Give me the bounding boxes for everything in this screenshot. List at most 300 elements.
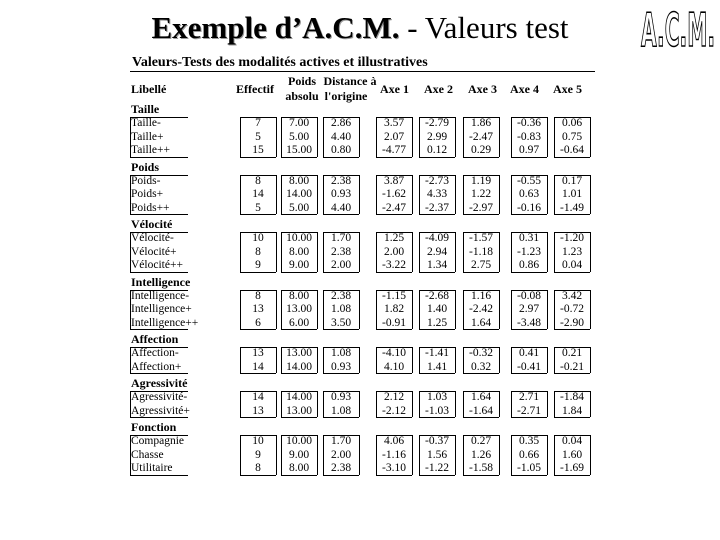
header-effectif: Effectif	[236, 82, 274, 96]
axe-3-cell: -2.47	[469, 130, 493, 143]
value-box-left	[323, 175, 324, 215]
value-box-right	[455, 117, 456, 157]
row-label: Intelligence+	[131, 303, 192, 315]
table-row	[0, 246, 720, 259]
value-box-left	[419, 175, 420, 215]
axe-5-cell: 0.06	[561, 117, 583, 129]
axe-1-cell: -2.47	[382, 201, 406, 214]
header-poids-2: absolu	[285, 89, 319, 103]
effectif-cell: 13	[252, 303, 264, 315]
poids-cell: 14.00	[286, 188, 312, 200]
value-box-left	[463, 347, 464, 373]
value-box-top	[240, 347, 276, 348]
value-box-bottom	[419, 157, 455, 158]
value-box-top	[323, 290, 359, 291]
value-box-top	[419, 435, 455, 436]
value-box-bottom	[463, 329, 499, 330]
value-box-bottom	[419, 329, 455, 330]
value-box-top	[281, 117, 317, 118]
effectif-cell: 5	[255, 130, 261, 143]
value-box-top	[463, 117, 499, 118]
distance-cell: 0.93	[330, 188, 352, 200]
value-box-left	[281, 117, 282, 157]
header-axe-5: Axe 5	[553, 82, 582, 96]
axe-3-cell: -1.57	[469, 232, 493, 244]
value-box-right	[276, 435, 277, 475]
value-box-bottom	[511, 417, 547, 418]
label-box-bottom	[130, 214, 188, 215]
value-box-top	[554, 175, 590, 176]
table-row	[0, 303, 720, 316]
label-box-bottom	[130, 272, 188, 273]
value-box-bottom	[376, 373, 412, 374]
value-box-bottom	[323, 329, 359, 330]
label-box-top	[130, 347, 188, 348]
value-box-right	[359, 391, 360, 417]
axe-4-cell: 2.71	[518, 391, 540, 403]
value-box-right	[499, 117, 500, 157]
axe-4-cell: -2.71	[517, 404, 541, 417]
axe-4-cell: 2.97	[518, 303, 540, 315]
effectif-cell: 7	[255, 117, 261, 129]
axe-2-cell: -1.41	[425, 347, 449, 359]
axe-3-cell: -0.32	[469, 347, 493, 359]
label-box-top	[130, 290, 188, 291]
row-label: Vélocité+	[131, 245, 177, 258]
table-row	[0, 361, 720, 374]
value-box-left	[240, 435, 241, 475]
value-box-right	[455, 347, 456, 373]
poids-cell: 10.00	[286, 232, 312, 244]
value-box-bottom	[240, 157, 276, 158]
value-box-bottom	[463, 214, 499, 215]
value-box-right	[359, 232, 360, 272]
axe-1-cell: -4.77	[382, 144, 406, 156]
value-box-top	[419, 232, 455, 233]
value-box-left	[323, 435, 324, 475]
axe-2-cell: -0.37	[425, 435, 449, 447]
value-box-top	[511, 117, 547, 118]
value-box-top	[281, 232, 317, 233]
value-box-bottom	[281, 157, 317, 158]
table-row	[0, 449, 720, 462]
table-subtitle: Valeurs-Tests des modalités actives et illustratives	[132, 55, 428, 70]
value-box-bottom	[554, 272, 590, 273]
distance-cell: 2.38	[330, 245, 352, 258]
distance-cell: 1.08	[330, 303, 352, 315]
value-box-top	[240, 117, 276, 118]
poids-cell: 5.00	[288, 130, 310, 143]
value-box-bottom	[240, 475, 276, 476]
axe-4-cell: 0.31	[518, 232, 540, 244]
value-box-top	[240, 175, 276, 176]
value-box-left	[281, 290, 282, 330]
value-box-left	[554, 391, 555, 417]
header-poids-1: Poids	[287, 74, 316, 88]
value-box-left	[463, 232, 464, 272]
poids-cell: 8.00	[288, 462, 310, 474]
value-box-top	[323, 435, 359, 436]
poids-cell: 14.00	[286, 360, 312, 373]
value-box-left	[240, 290, 241, 330]
header-distance-1: Distance à	[323, 74, 377, 88]
value-box-bottom	[323, 417, 359, 418]
value-box-bottom	[323, 475, 359, 476]
axe-5-cell: -0.64	[560, 144, 584, 156]
axe-5-cell: -1.69	[560, 462, 584, 474]
axe-5-cell: 1.60	[561, 448, 583, 461]
table-row	[0, 144, 720, 157]
value-box-bottom	[376, 475, 412, 476]
axe-1-cell: -1.62	[382, 188, 406, 200]
effectif-cell: 13	[252, 404, 264, 417]
value-box-top	[323, 391, 359, 392]
axe-3-cell: 1.86	[470, 117, 492, 129]
effectif-cell: 8	[255, 174, 261, 187]
value-box-left	[323, 232, 324, 272]
value-box-left	[281, 175, 282, 215]
axe-1-cell: -1.15	[382, 289, 406, 302]
value-box-right	[276, 391, 277, 417]
table-row	[0, 317, 720, 330]
distance-cell: 2.38	[330, 462, 352, 474]
value-box-right	[317, 117, 318, 157]
poids-cell: 6.00	[288, 316, 310, 329]
table-row	[0, 131, 720, 144]
value-box-bottom	[511, 373, 547, 374]
value-box-bottom	[463, 475, 499, 476]
label-box-bottom	[130, 417, 188, 418]
row-label: Compagnie	[131, 435, 185, 447]
value-box-top	[281, 175, 317, 176]
value-box-left	[240, 391, 241, 417]
value-box-top	[376, 117, 412, 118]
axe-3-cell: 1.16	[470, 289, 492, 302]
value-box-top	[376, 347, 412, 348]
label-box-top	[130, 391, 188, 392]
label-box-left	[130, 290, 131, 330]
axe-1-cell: 4.10	[383, 360, 405, 373]
value-box-top	[554, 117, 590, 118]
value-box-bottom	[554, 373, 590, 374]
value-box-right	[590, 290, 591, 330]
value-box-bottom	[376, 214, 412, 215]
value-box-top	[376, 391, 412, 392]
acm-logo	[640, 2, 716, 52]
value-box-bottom	[554, 214, 590, 215]
value-box-right	[547, 290, 548, 330]
value-box-bottom	[323, 214, 359, 215]
value-box-left	[376, 232, 377, 272]
axe-1-cell: 2.00	[383, 245, 405, 258]
value-box-right	[359, 347, 360, 373]
axe-2-cell: 1.34	[426, 259, 448, 271]
value-box-right	[317, 347, 318, 373]
row-label: Taille+	[131, 130, 164, 143]
value-box-left	[554, 290, 555, 330]
axe-5-cell: 0.21	[561, 347, 583, 359]
distance-cell: 0.93	[330, 391, 352, 403]
axe-1-cell: -3.22	[382, 259, 406, 271]
value-box-top	[419, 175, 455, 176]
value-box-top	[463, 232, 499, 233]
label-box-left	[130, 391, 131, 417]
row-label: Intelligence-	[131, 289, 190, 302]
label-box-top	[130, 175, 188, 176]
label-box-bottom	[130, 373, 188, 374]
poids-cell: 8.00	[288, 245, 310, 258]
group-label-agressivité: Agressivité	[131, 376, 188, 390]
axe-2-cell: 1.41	[426, 360, 448, 373]
group-label-taille: Taille	[131, 102, 160, 116]
value-box-left	[419, 391, 420, 417]
poids-cell: 9.00	[288, 448, 310, 461]
value-box-top	[554, 232, 590, 233]
axe-4-cell: 0.63	[518, 188, 540, 200]
effectif-cell: 8	[255, 245, 261, 258]
value-box-top	[376, 290, 412, 291]
value-box-top	[511, 391, 547, 392]
title-bold: Exemple d’A.C.M.	[151, 10, 400, 45]
value-box-left	[463, 117, 464, 157]
axe-3-cell: 1.64	[470, 391, 492, 403]
value-box-right	[317, 175, 318, 215]
value-box-top	[419, 117, 455, 118]
table-row	[0, 462, 720, 475]
value-box-right	[455, 175, 456, 215]
value-box-left	[511, 391, 512, 417]
poids-cell: 15.00	[286, 144, 312, 156]
label-box-left	[130, 175, 131, 215]
value-box-bottom	[554, 329, 590, 330]
axe-5-cell: 3.42	[561, 289, 583, 302]
effectif-cell: 10	[252, 232, 264, 244]
effectif-cell: 8	[255, 462, 261, 474]
value-box-bottom	[463, 157, 499, 158]
value-box-left	[419, 435, 420, 475]
value-box-left	[511, 347, 512, 373]
distance-cell: 2.38	[330, 289, 352, 302]
value-box-right	[547, 232, 548, 272]
axe-5-cell: -0.21	[560, 360, 584, 373]
row-label: Affection-	[131, 347, 179, 359]
value-box-right	[412, 347, 413, 373]
axe-1-cell: 3.87	[383, 174, 405, 187]
axe-3-cell: 0.32	[470, 360, 492, 373]
value-box-right	[590, 391, 591, 417]
value-box-right	[499, 290, 500, 330]
value-box-right	[359, 290, 360, 330]
axe-3-cell: 1.64	[470, 316, 492, 329]
value-box-left	[419, 290, 420, 330]
axe-2-cell: 0.12	[426, 144, 448, 156]
value-box-right	[412, 391, 413, 417]
value-box-left	[554, 347, 555, 373]
value-box-left	[281, 435, 282, 475]
row-label: Chasse	[131, 448, 164, 461]
value-box-right	[412, 435, 413, 475]
value-box-top	[511, 290, 547, 291]
distance-cell: 1.08	[330, 347, 352, 359]
value-box-top	[554, 290, 590, 291]
value-box-left	[281, 347, 282, 373]
value-box-bottom	[376, 157, 412, 158]
axe-5-cell: -2.90	[560, 316, 584, 329]
value-box-right	[276, 347, 277, 373]
title-rest: Valeurs test	[424, 10, 569, 45]
value-box-top	[376, 435, 412, 436]
value-box-bottom	[419, 272, 455, 273]
label-box-left	[130, 232, 131, 272]
value-box-right	[276, 117, 277, 157]
header-libelle: Libellé	[131, 82, 167, 96]
poids-cell: 9.00	[288, 259, 310, 271]
axe-1-cell: 1.25	[383, 232, 405, 244]
axe-2-cell: 4.33	[426, 188, 448, 200]
axe-2-cell: 2.94	[426, 245, 448, 258]
distance-cell: 2.38	[330, 174, 352, 187]
poids-cell: 14.00	[286, 391, 312, 403]
value-box-top	[463, 347, 499, 348]
value-box-right	[547, 435, 548, 475]
axe-2-cell: 1.56	[426, 448, 448, 461]
value-box-left	[240, 175, 241, 215]
value-box-right	[455, 290, 456, 330]
axe-2-cell: -2.73	[425, 174, 449, 187]
value-box-left	[419, 117, 420, 157]
axe-2-cell: -1.22	[425, 462, 449, 474]
axe-3-cell: -1.64	[469, 404, 493, 417]
value-box-top	[376, 232, 412, 233]
axe-5-cell: -0.72	[560, 303, 584, 315]
axe-3-cell: 1.26	[470, 448, 492, 461]
axe-3-cell: -1.18	[469, 245, 493, 258]
axe-2-cell: 1.40	[426, 303, 448, 315]
axe-1-cell: -2.12	[382, 404, 406, 417]
axe-2-cell: -2.68	[425, 289, 449, 302]
distance-cell: 1.70	[330, 435, 352, 447]
value-box-left	[376, 117, 377, 157]
value-box-right	[547, 391, 548, 417]
header-axe-4: Axe 4	[510, 82, 539, 96]
axe-2-cell: 2.99	[426, 130, 448, 143]
value-box-left	[463, 391, 464, 417]
row-label: Taille++	[131, 144, 170, 156]
axe-1-cell: 2.07	[383, 130, 405, 143]
axe-5-cell: 0.75	[561, 130, 583, 143]
value-box-left	[323, 117, 324, 157]
distance-cell: 2.86	[330, 117, 352, 129]
label-box-top	[130, 232, 188, 233]
poids-cell: 8.00	[288, 289, 310, 302]
value-box-top	[376, 175, 412, 176]
value-box-bottom	[281, 272, 317, 273]
poids-cell: 13.00	[286, 303, 312, 315]
value-box-left	[323, 347, 324, 373]
value-box-top	[463, 175, 499, 176]
value-box-top	[511, 347, 547, 348]
value-box-left	[376, 347, 377, 373]
value-box-right	[359, 117, 360, 157]
value-box-bottom	[419, 475, 455, 476]
value-box-top	[554, 347, 590, 348]
value-box-top	[419, 391, 455, 392]
value-box-left	[511, 175, 512, 215]
value-box-left	[323, 391, 324, 417]
table-row	[0, 175, 720, 188]
value-box-left	[554, 435, 555, 475]
effectif-cell: 9	[255, 259, 261, 271]
value-box-bottom	[376, 329, 412, 330]
axe-5-cell: 1.01	[561, 188, 583, 200]
distance-cell: 0.80	[330, 144, 352, 156]
value-box-bottom	[240, 329, 276, 330]
value-box-top	[281, 290, 317, 291]
row-label: Affection+	[131, 360, 182, 373]
value-box-top	[323, 175, 359, 176]
value-box-right	[276, 232, 277, 272]
axe-4-cell: 0.41	[518, 347, 540, 359]
table-row	[0, 232, 720, 245]
axe-3-cell: 2.75	[470, 259, 492, 271]
row-label: Intelligence++	[131, 316, 199, 329]
value-box-left	[511, 435, 512, 475]
axe-4-cell: -1.05	[517, 462, 541, 474]
table-row	[0, 259, 720, 272]
value-box-left	[376, 391, 377, 417]
axe-1-cell: 3.57	[383, 117, 405, 129]
value-box-right	[455, 435, 456, 475]
value-box-left	[554, 232, 555, 272]
distance-cell: 4.40	[330, 130, 352, 143]
value-box-bottom	[511, 272, 547, 273]
effectif-cell: 15	[252, 144, 264, 156]
axe-2-cell: 1.03	[426, 391, 448, 403]
row-label: Taille-	[131, 117, 161, 129]
axe-3-cell: 1.22	[470, 188, 492, 200]
value-box-top	[419, 347, 455, 348]
value-box-left	[511, 290, 512, 330]
axe-5-cell: 0.04	[561, 259, 583, 271]
value-box-bottom	[240, 214, 276, 215]
value-box-left	[511, 117, 512, 157]
poids-cell: 5.00	[288, 201, 310, 214]
label-box-bottom	[130, 157, 188, 158]
axe-1-cell: -3.10	[382, 462, 406, 474]
value-box-top	[240, 391, 276, 392]
value-box-bottom	[376, 417, 412, 418]
axe-5-cell: 1.23	[561, 245, 583, 258]
value-box-bottom	[511, 214, 547, 215]
distance-cell: 3.50	[330, 316, 352, 329]
label-box-left	[130, 347, 131, 373]
value-box-top	[511, 435, 547, 436]
axe-5-cell: 1.84	[561, 404, 583, 417]
axe-4-cell: -1.23	[517, 245, 541, 258]
value-box-top	[323, 117, 359, 118]
value-box-bottom	[281, 329, 317, 330]
label-box-top	[130, 117, 188, 118]
value-box-bottom	[240, 417, 276, 418]
group-label-poids: Poids	[131, 159, 160, 174]
value-box-left	[281, 232, 282, 272]
value-box-right	[499, 175, 500, 215]
value-box-right	[317, 290, 318, 330]
value-box-bottom	[554, 475, 590, 476]
distance-cell: 2.00	[330, 259, 352, 271]
table-row	[0, 391, 720, 404]
row-label: Agressivité-	[131, 391, 188, 403]
